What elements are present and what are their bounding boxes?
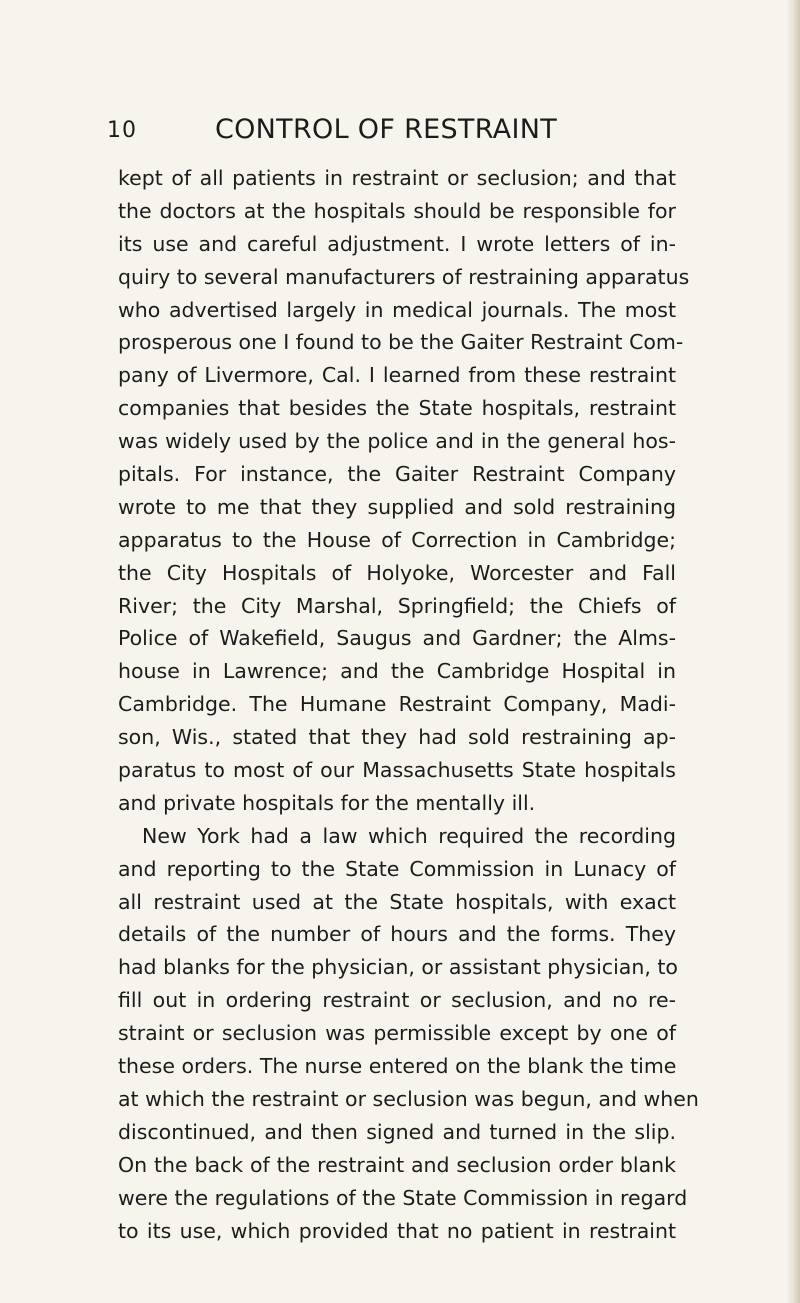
text-line: and private hospitals for the mentally ill. — [118, 790, 536, 815]
text-line: house in Lawrence; and the Cambridge Hospital in — [118, 659, 676, 684]
page-edge-shadow — [786, 0, 800, 1303]
page-header — [107, 110, 665, 150]
text-line: fill out in ordering restraint or seclusion, and no re- — [118, 988, 676, 1013]
text-line: New York had a law which required the recording — [142, 823, 676, 848]
text-line: had blanks for the physician, or assistant physician, to — [118, 955, 678, 980]
text-line: at which the restraint or seclusion was begun, and when — [118, 1086, 699, 1111]
text-line: details of the number of hours and the forms. They — [118, 922, 676, 947]
text-line: River; the City Marshal, Springfield; the Chiefs of — [118, 593, 676, 618]
text-line: the City Hospitals of Holyoke, Worcester and Fall — [118, 560, 676, 585]
text-line: kept of all patients in restraint or seclusion; and that — [118, 166, 676, 190]
body-text — [118, 162, 699, 1247]
text-line: the doctors at the hospitals should be responsible for — [118, 198, 676, 223]
text-line: all restraint used at the State hospitals, with exact — [118, 889, 676, 914]
text-line: discontinued, and then signed and turned in the slip. — [118, 1119, 676, 1144]
text-line: Cambridge. The Humane Restraint Company, Madi- — [118, 692, 676, 717]
text-line: to its use, which provided that no patient in restraint — [118, 1218, 676, 1243]
text-line: companies that besides the State hospitals, restraint — [118, 396, 676, 421]
text-line: who advertised largely in medical journals. The most — [118, 297, 676, 322]
text-line: pany of Livermore, Cal. I learned from these restraint — [118, 363, 676, 388]
text-line: son, Wis., stated that they had sold restraining ap- — [118, 725, 676, 750]
text-line: its use and careful adjustment. I wrote letters of in- — [118, 231, 676, 256]
text-line: these orders. The nurse entered on the blank the time — [118, 1054, 677, 1079]
text-line: paratus to most of our Massachusetts State hospitals — [118, 758, 676, 783]
text-line: On the back of the restraint and seclusion order blank — [118, 1152, 676, 1177]
running-head: CONTROL OF RESTRAINT — [214, 114, 558, 145]
text-line: was widely used by the police and in the general hos- — [118, 429, 676, 454]
text-line: prosperous one I found to be the Gaiter Restraint Com- — [118, 330, 684, 355]
text-line: apparatus to the House of Correction in Cambridge; — [118, 527, 676, 552]
text-line: and reporting to the State Commission in Lunacy of — [118, 856, 676, 881]
text-line: wrote to me that they supplied and sold restraining — [118, 494, 676, 519]
text-line: straint or seclusion was permissible except by one of — [118, 1021, 676, 1046]
text-line: pitals. For instance, the Gaiter Restraint Company — [118, 462, 676, 487]
text-line: Police of Wakefield, Saugus and Gardner; the Alms- — [118, 626, 676, 651]
text-line: were the regulations of the State Commission in regard — [118, 1185, 688, 1210]
page-number: 10 — [107, 118, 137, 143]
text-line: quiry to several manufacturers of restraining apparatus — [118, 264, 690, 289]
